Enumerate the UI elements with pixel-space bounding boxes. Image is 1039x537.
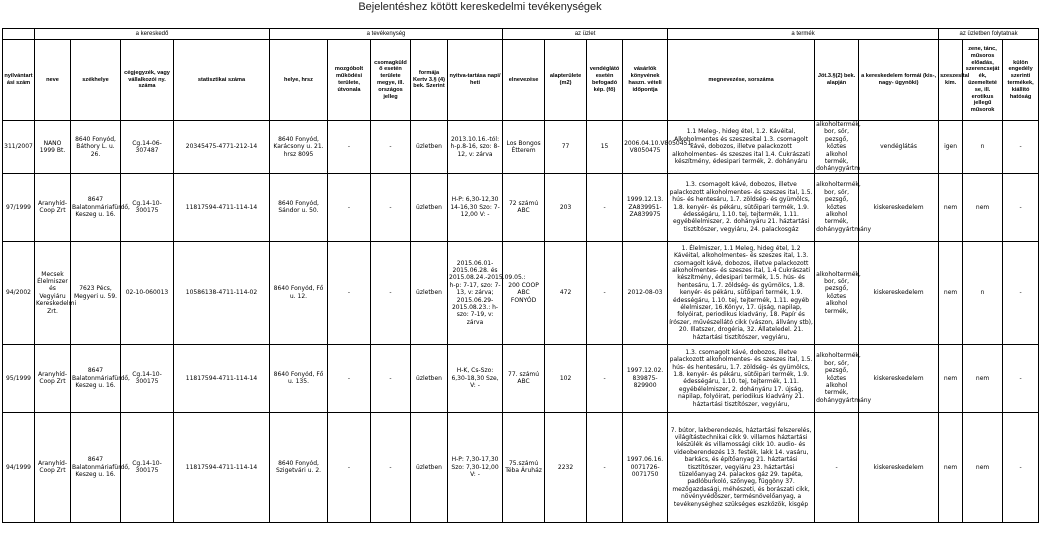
column-header: vendéglátó esetén befogadó kép. (fő) <box>587 40 623 121</box>
cell-special: - <box>1003 344 1039 412</box>
cell-products: 1.3. csomagolt kávé, dobozos, illetve palackozott alkoholmentes- és szeszes ital, 1.5. hús- és hentesáru, 1.7. zöldség- és gyümölcs, 1.8. kenyér- és pékáru, sütőipari termék, 1.9. édességáru, 1.10. tej, tejtermék, 1.11. egyébélelmiszer, 2. dohányáru 21. háztartási tisztítószer, vegyiáru, 24. palackosgáz <box>668 173 815 241</box>
group-header-uzlet: az üzlet <box>503 29 668 40</box>
cell-mail-order: - <box>371 344 411 412</box>
cell-stat-no: 11817594-4711-114-14 <box>174 173 270 241</box>
cell-area: 102 <box>545 344 587 412</box>
cell-reg-number: 02-10-060013 <box>121 241 174 344</box>
cell-jot: alkoholtermék, bor, sör, pezsgő, köztes alkohol termék, dohánygyártmány <box>815 344 859 412</box>
cell-reg-number: Cg.14-10-300175 <box>121 412 174 522</box>
cell-alcohol: igen <box>939 121 963 174</box>
column-header: nyilvántart ási szám <box>3 40 35 121</box>
cell-reg-no: 97/1999 <box>3 173 35 241</box>
cell-book-date: 1999.12.13. ZA839951-ZA839975 <box>623 173 668 241</box>
column-header: megnevezése, sorszáma <box>668 40 815 121</box>
cell-hours: 2015.06.01-2015.06.28. és 2015.08.24.-2015.09.05.: h-p: 7-17, szo: 7-13, v: zárva; 2015.06.29-2015.08.23.: h-szo: 7-19, v: zárva <box>448 241 503 344</box>
cell-name: NANO 1999 Bt. <box>35 121 71 174</box>
cell-alcohol: nem <box>939 241 963 344</box>
column-header: mozgóbolt működési területe, útvonala <box>328 40 371 121</box>
cell-mobile-area: - <box>328 241 371 344</box>
cell-reg-no: 311/2007 <box>3 121 35 174</box>
column-header-row <box>3 40 1039 121</box>
cell-alcohol: nem <box>939 412 963 522</box>
cell-shop-name: 77. számú ABC <box>503 344 545 412</box>
cell-book-date: 1997.06.16. 0071726-0071750 <box>623 412 668 522</box>
registry-rows <box>3 121 1039 523</box>
cell-seat: 7623 Pécs, Megyeri u. 59. <box>71 241 121 344</box>
cell-location: 8640 Fonyód, Karácsony u. 21. hrsz 8095 <box>270 121 328 174</box>
cell-trade-form: kiskereskedelem <box>859 241 939 344</box>
cell-jot: alkoholtermék, bor, sör, pezsgő, köztes alkohol termék, dohánygyártmány <box>815 173 859 241</box>
column-header: külön engedély szerinti termékek, kiállító hatóság <box>1003 40 1039 121</box>
cell-special: - <box>1003 173 1039 241</box>
cell-mobile-area: - <box>328 121 371 174</box>
cell-special: - <box>1003 241 1039 344</box>
cell-capacity: 15 <box>587 121 623 174</box>
column-header: szeszesital kim. <box>939 40 963 121</box>
cell-mail-order: - <box>371 412 411 522</box>
column-header: nyitva-tartása napi/ heti <box>448 40 503 121</box>
cell-shop-name: 75.számú Téba Áruház <box>503 412 545 522</box>
cell-alcohol: nem <box>939 344 963 412</box>
cell-mail-order: - <box>371 121 411 174</box>
column-header: cégjegyzék, vagy vállalkozói ny. száma <box>121 40 174 121</box>
cell-reg-number: Cg.14-10-300175 <box>121 344 174 412</box>
cell-book-date: 2006.04.10.V8050451-V8050475 <box>623 121 668 174</box>
group-header-kereskedo: a kereskedő <box>35 29 270 40</box>
cell-reg-number: Cg.14-10-300175 <box>121 173 174 241</box>
group-header-empty <box>3 29 35 40</box>
cell-book-date: 2012-08-03 <box>623 241 668 344</box>
cell-entertainment: nem <box>963 173 1003 241</box>
cell-hours: 2013.10.16.-tól: h-p.8-16, szo: 8-12, v: zárva <box>448 121 503 174</box>
cell-mobile-area: - <box>328 173 371 241</box>
table-row <box>3 344 1039 412</box>
column-header: csomagküld ő esetén területe megye, ill. országos jelleg <box>371 40 411 121</box>
table-row <box>3 241 1039 344</box>
cell-special: - <box>1003 121 1039 174</box>
cell-capacity: - <box>587 412 623 522</box>
table-row <box>3 173 1039 241</box>
cell-shop-name: Los Bongos Étterem <box>503 121 545 174</box>
column-header: Jöt.3.§(2) bek. alapján <box>815 40 859 121</box>
cell-products: 1.3. csomagolt kávé, dobozos, illetve palackozott alkoholmentes- és szeszes ital, 1.5. hús- és hentesáru, 1.7. zöldség- és gyümölcs, 1.8. kenyér- és pékáru, sütőipari termék, 1.9. édességáru, 1.10. tej, tejtermék, 1.11. egyébélelmiszer, 2. dohányáru 17. újság, napilap, folyóirat, periodikus kiadvány 21. háztartási tisztítószer, vegyiáru, <box>668 344 815 412</box>
cell-products: 7. bútor, lakberendezés, háztartási felszerelés, világítástechnikai cikk 9. villamos háztartási készülék és villamossági cikk 10. audio- és videoberendezés 13. festék, lakk 14. vasáru, barkács, és építőanyag 21. háztartási tisztítószer, vegyiáru 23. háztartási tüzelőanyag 24. palackos gáz 29. tapéta, padlóburkoló, szőnyeg, függöny 37. mezőgazdasági, méhészeti, és borászati cikk, növényvédőszer, termésnövelőanyag, a tevékenységhez szükséges eszközök, kisgép <box>668 412 815 522</box>
cell-form: üzletben <box>411 121 448 174</box>
cell-entertainment: nem <box>963 344 1003 412</box>
group-header-tevekenyseg: a tevékenység <box>270 29 503 40</box>
cell-form: üzletben <box>411 241 448 344</box>
cell-area: 2232 <box>545 412 587 522</box>
cell-stat-no: 10586138-4711-114-02 <box>174 241 270 344</box>
column-header: vásárlók könyvének haszn. vételi időpontja <box>623 40 668 121</box>
cell-location: 8640 Fonyód, Szigetvári u. 2. <box>270 412 328 522</box>
table-row <box>3 412 1039 522</box>
cell-capacity: - <box>587 344 623 412</box>
cell-stat-no: 20345475-4771-212-14 <box>174 121 270 174</box>
cell-capacity: - <box>587 173 623 241</box>
cell-special: - <box>1003 412 1039 522</box>
cell-entertainment: n <box>963 241 1003 344</box>
column-header: formája Kertv 3.§ (4) bek. Szerint <box>411 40 448 121</box>
cell-reg-no: 95/1999 <box>3 344 35 412</box>
cell-location: 8640 Fonyód, Fő u. 135. <box>270 344 328 412</box>
cell-jot: - <box>815 412 859 522</box>
cell-mail-order: - <box>371 241 411 344</box>
cell-shop-name: 72 számú ABC <box>503 173 545 241</box>
group-header-row <box>3 29 1039 40</box>
cell-location: 8640 Fonyód, Fő u. 12. <box>270 241 328 344</box>
cell-name: Aranyhíd-Coop Zrt <box>35 412 71 522</box>
cell-seat: 8640 Fonyód, Báthory L. u. 26. <box>71 121 121 174</box>
column-header: zene, tánc, műsoros előadás, szerencseját ék, üzemelteté se, ill. erotikus jellegű műsorok <box>963 40 1003 121</box>
cell-mobile-area: - <box>328 344 371 412</box>
cell-entertainment: nem <box>963 412 1003 522</box>
cell-seat: 8647 Balatonmáriafürdő, Keszeg u. 16. <box>71 344 121 412</box>
cell-name: Aranyhíd-Coop Zrt <box>35 344 71 412</box>
cell-stat-no: 11817594-4711-114-14 <box>174 344 270 412</box>
cell-reg-no: 94/1999 <box>3 412 35 522</box>
group-header-uzletben: az üzletben folytatnak <box>939 29 1039 40</box>
cell-area: 203 <box>545 173 587 241</box>
cell-stat-no: 11817594-4711-114-14 <box>174 412 270 522</box>
cell-form: üzletben <box>411 173 448 241</box>
cell-trade-form: vendéglátás <box>859 121 939 174</box>
cell-seat: 8647 Balatonmáriafürdő, Keszeg u. 16. <box>71 412 121 522</box>
cell-area: 77 <box>545 121 587 174</box>
cell-area: 472 <box>545 241 587 344</box>
column-header: helye, hrsz <box>270 40 328 121</box>
cell-shop-name: 200 COOP ABC FONYÓD <box>503 241 545 344</box>
column-header: elnevezése <box>503 40 545 121</box>
column-header: statisztikai száma <box>174 40 270 121</box>
cell-entertainment: n <box>963 121 1003 174</box>
cell-alcohol: nem <box>939 173 963 241</box>
cell-jot: alkoholtermék, bor, sör, pezsgő, köztes alkohol termék, <box>815 241 859 344</box>
cell-mobile-area: - <box>328 412 371 522</box>
cell-trade-form: kiskereskedelem <box>859 344 939 412</box>
table-row <box>3 121 1039 174</box>
cell-hours: H-P: 7,30-17,30 Szo: 7,30-12,00 V: - <box>448 412 503 522</box>
column-header: alapterülete (m2) <box>545 40 587 121</box>
cell-reg-no: 94/2002 <box>3 241 35 344</box>
cell-jot: alkoholtermék, bor, sör, pezsgő, köztes alkohol termék, dohánygyártm <box>816 121 861 173</box>
cell-capacity: - <box>587 241 623 344</box>
cell-form: üzletben <box>411 344 448 412</box>
cell-book-date: 1997.12.02. 839875-829900 <box>623 344 668 412</box>
column-header: neve <box>35 40 71 121</box>
cell-products: 1. Élelmiszer, 1.1 Meleg, hideg étel, 1.2 Kávéital, alkoholmentes- és szeszes ital, 1.3. csomagolt kávé, dobozos, illetve palackozott alkoholmentes- és szeszes ital, 1.4 Cukrászati készítmény, édesipari termék, 1.5. hús- és hentesáru, 1.7. zöldség- és gyümölcs, 1.8. kenyér- és pékáru, sütőipari termék, 1.9. édességáru, 1.10. tej, tejtermék, 1.11. egyéb élelmiszer, 16.Könyv, 17. újság, napilap, folyóirat, periodikus kiadvány, 18. Papír és írószer, művészellátó cikk (vászon, állvány stb), 20. Illatszer, drogéria, 32. Állateledel. 21. háztartási tisztítószer, vegyiáru, <box>668 241 815 344</box>
cell-mail-order: - <box>371 173 411 241</box>
column-header: székhelye <box>71 40 121 121</box>
cell-hours: H-P: 6,30-12,30 14-16,30 Szo: 7-12,00 V: - <box>448 173 503 241</box>
column-header: a kereskedelem formái (kis-, nagy- ügynöki) <box>859 40 939 121</box>
registry-table <box>2 28 1039 523</box>
cell-trade-form: kiskereskedelem <box>859 173 939 241</box>
document-title: Bejelentéshez kötött kereskedelmi tevékenységek <box>358 1 602 13</box>
cell-trade-form: kiskereskedelem <box>859 412 939 522</box>
cell-seat: 8647 Balatonmáriafürdő, Keszeg u. 16. <box>71 173 121 241</box>
cell-name: Aranyhíd-Coop Zrt <box>35 173 71 241</box>
cell-hours: H-K, Cs-Szo: 6,30-18,30 Sze, V: - <box>448 344 503 412</box>
cell-form: üzletben <box>411 412 448 522</box>
cell-name: Mecsek Élelmiszer és Vegyiáru Kereskedelmi Zrt. <box>35 241 71 344</box>
cell-location: 8640 Fonyód, Sándor u. 50. <box>270 173 328 241</box>
cell-products: 1.1 Meleg-, hideg étel, 1.2. Kávéital, Alkoholmentes és szeszesital 1.3. csomagolt kávé, dobozos, illetve palackozott alkoholmentes- és szeszes ital 1.4. Cukrászati készítmény, édesipari termék, 2. dohányáru <box>668 121 815 174</box>
cell-reg-number: Cg.14-06-307487 <box>121 121 174 174</box>
group-header-termek: a termék <box>668 29 939 40</box>
